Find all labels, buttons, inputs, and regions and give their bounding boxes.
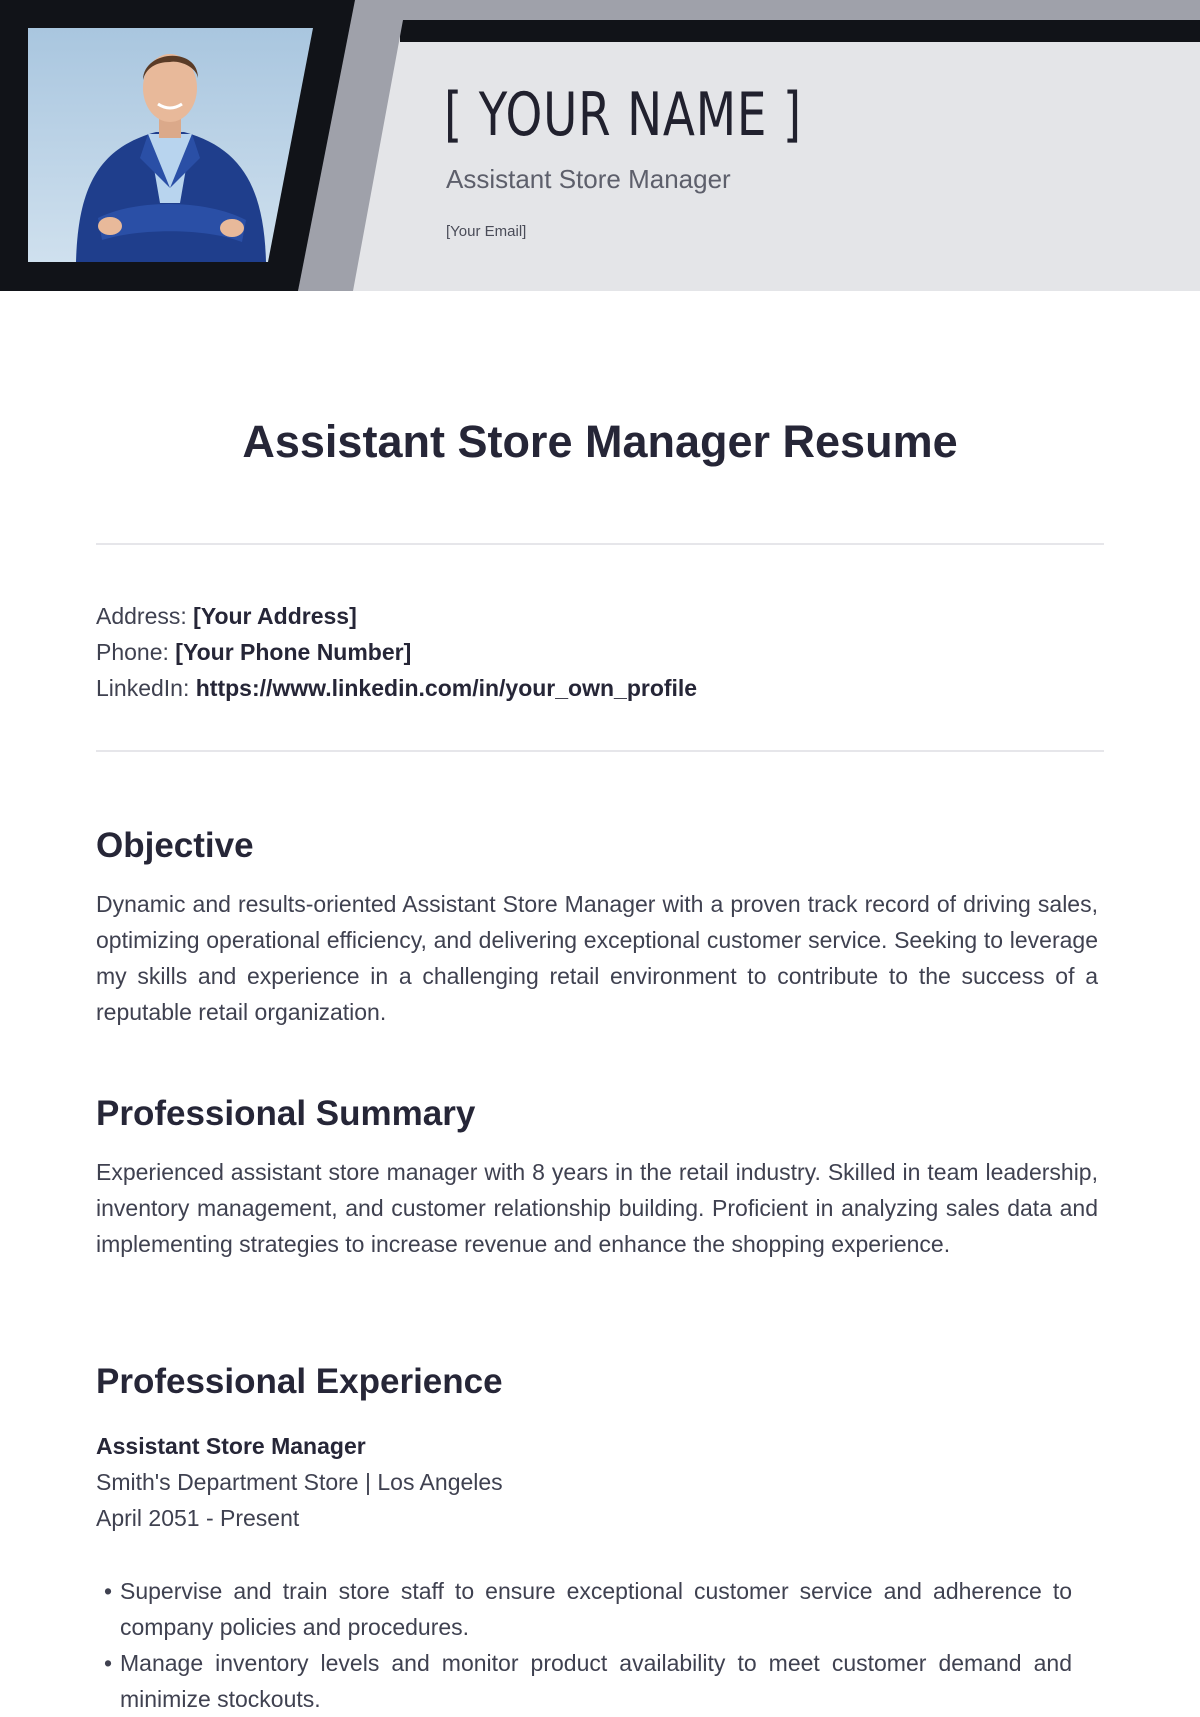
divider-top <box>96 543 1104 545</box>
candidate-email: [Your Email] <box>446 223 527 240</box>
job-role: Assistant Store Manager <box>96 1433 366 1459</box>
summary-text: Experienced assistant store manager with 8 years in the retail industry. Skilled in team leadership, inventory management, and customer relationship building. Proficient in analyzing sales data and implementing strategies to increase revenue and enhance the shopping experience. <box>96 1159 1098 1257</box>
summary-section <box>96 1092 1098 1262</box>
contact-linkedin <box>96 670 697 706</box>
profile-photo <box>28 28 313 262</box>
contact-phone-value: [Your Phone Number] <box>175 639 412 665</box>
list-item: • Manage inventory levels and monitor product availability to meet customer demand and minimize stockouts. <box>96 1645 1072 1717</box>
list-item: • Supervise and train store staff to ensure exceptional customer service and adherence to company policies and procedures. <box>96 1573 1072 1645</box>
contact-linkedin-label: LinkedIn: <box>96 675 196 701</box>
experience-job <box>96 1428 503 1536</box>
contact-linkedin-link[interactable]: https://www.linkedin.com/in/your_own_profile <box>195 675 698 701</box>
divider-bottom <box>96 750 1104 752</box>
contact-block <box>96 598 697 706</box>
contact-address-value: [Your Address] <box>193 603 357 629</box>
job-dates: April 2051 - Present <box>96 1505 300 1531</box>
objective-text: Dynamic and results-oriented Assistant Store Manager with a proven track record of driving sales, optimizing operational efficiency, and delivering exceptional customer service. Seeking to leverage my skills and experience in a challenging retail environment to contribute to the success of a reputable retail organization. <box>96 891 1098 1025</box>
header-banner <box>0 0 1200 291</box>
contact-phone-label: Phone: <box>96 639 176 665</box>
objective-section <box>96 824 1098 1030</box>
page-title: Assistant Store Manager Resume <box>242 416 958 467</box>
experience-section <box>96 1360 1098 1404</box>
objective-heading: Objective <box>96 826 254 865</box>
job-employer: Smith's Department Store | Los Angeles <box>96 1469 503 1495</box>
candidate-job-title: Assistant Store Manager <box>446 164 731 194</box>
person-illustration <box>28 28 313 262</box>
contact-address-label: Address: <box>96 603 194 629</box>
job-duties-list <box>96 1573 1072 1717</box>
contact-phone <box>96 634 697 670</box>
candidate-name: [ YOUR NAME ] <box>444 80 802 150</box>
summary-heading: Professional Summary <box>96 1094 476 1133</box>
experience-heading: Professional Experience <box>96 1362 503 1401</box>
contact-address <box>96 598 697 634</box>
